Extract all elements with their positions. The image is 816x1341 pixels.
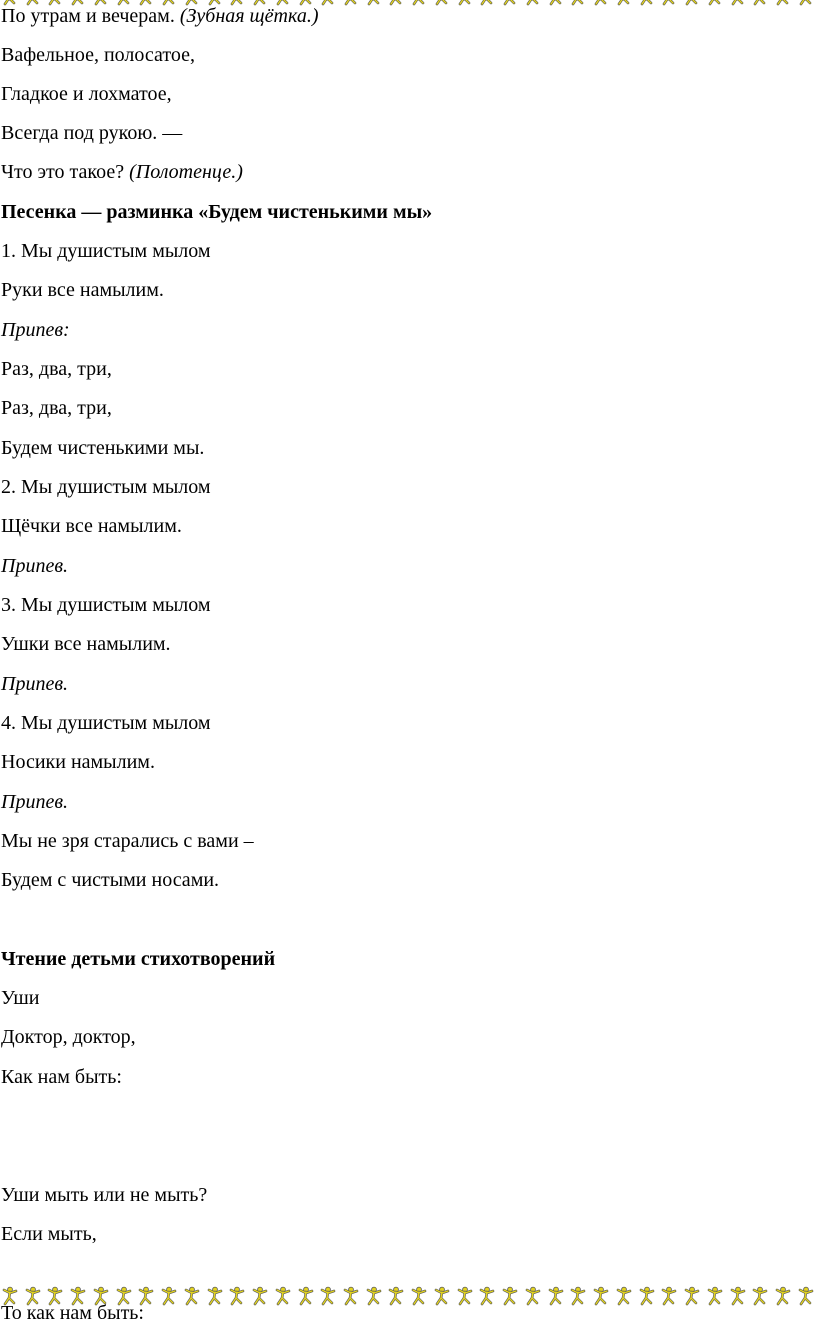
- text-line: 4. Мы душистым мылом: [1, 712, 211, 734]
- dancing-figure-icon: [637, 1286, 657, 1306]
- text-line: Будем с чистыми носами.: [1, 869, 220, 891]
- text-line: Раз, два, три,: [1, 397, 112, 419]
- dancing-figure-icon: [68, 1286, 88, 1306]
- section-heading-song: Песенка — разминка «Будем чистенькими мы»: [1, 201, 433, 223]
- dancing-figure-icon: [591, 0, 611, 6]
- dancing-figure-icon: [386, 1286, 406, 1306]
- text-line: Вафельное, полосатое,: [1, 44, 195, 66]
- text-line: 1. Мы душистым мылом: [1, 240, 211, 262]
- dancing-figure-icon: [659, 1286, 679, 1306]
- dancing-figure-icon: [159, 1286, 179, 1306]
- text-line: Доктор, доктор,: [1, 1026, 136, 1048]
- dancing-figure-icon: [136, 1286, 156, 1306]
- dancing-figure-icon: [409, 0, 429, 6]
- text-line: Уши мыть или не мыть?: [1, 1184, 208, 1206]
- dancing-figure-icon: [477, 1286, 497, 1306]
- dancing-figure-icon: [432, 1286, 452, 1306]
- text-line: 3. Мы душистым мылом: [1, 594, 211, 616]
- dancing-figure-icon: [500, 0, 520, 6]
- dancing-figure-icon: [296, 1286, 316, 1306]
- dancing-figure-icon: [205, 1286, 225, 1306]
- dancing-figure-icon: [546, 0, 566, 6]
- dancing-figure-icon: [250, 1286, 270, 1306]
- dancing-figure-icon: [455, 0, 475, 6]
- dancing-figure-icon: [705, 0, 725, 6]
- text-line: Если мыть,: [1, 1223, 97, 1245]
- dancing-figure-icon: [568, 0, 588, 6]
- dancing-figure-icon: [341, 1286, 361, 1306]
- dancing-figure-icon: [682, 0, 702, 6]
- text-line: Щёчки все намылим.: [1, 515, 182, 537]
- chorus-label: Припев:: [1, 319, 70, 341]
- dancing-figure-icon: [614, 0, 634, 6]
- dancing-figure-icon: [523, 1286, 543, 1306]
- dancing-figure-icon: [273, 1286, 293, 1306]
- dancing-figure-icon: [318, 1286, 338, 1306]
- dancing-figure-icon: [386, 0, 406, 6]
- text-line: 2. Мы душистым мылом: [1, 476, 211, 498]
- text-line: Как нам быть:: [1, 1066, 122, 1088]
- text-line: По утрам и вечерам. (Зубная щётка.): [1, 5, 319, 27]
- text-line: Что это такое? (Полотенце.): [1, 161, 243, 183]
- dancing-figure-icon: [728, 1286, 748, 1306]
- section-heading-poems: Чтение детьми стихотворений: [1, 948, 276, 970]
- dancing-figure-icon: [477, 0, 497, 6]
- dancing-figure-icon: [227, 1286, 247, 1306]
- dancing-figure-icon: [750, 0, 770, 6]
- dancing-figure-icon: [409, 1286, 429, 1306]
- dancing-figure-icon: [23, 1286, 43, 1306]
- dancing-figure-icon: [637, 0, 657, 6]
- dancing-figure-icon: [682, 1286, 702, 1306]
- dancing-figure-icon: [318, 0, 338, 6]
- dancing-figure-icon: [45, 1286, 65, 1306]
- dancing-figure-icon: [114, 1286, 134, 1306]
- dancing-figure-icon: [341, 0, 361, 6]
- chorus-label: Припев.: [1, 791, 69, 813]
- dancing-figure-icon: [91, 1286, 111, 1306]
- poem-title: Уши: [1, 987, 40, 1009]
- dancing-figure-icon: [591, 1286, 611, 1306]
- chorus-label: Припев.: [1, 555, 69, 577]
- dancing-figure-icon: [796, 0, 816, 6]
- dancing-figure-icon: [364, 1286, 384, 1306]
- dancing-figure-icon: [614, 1286, 634, 1306]
- dancing-figure-icon: [523, 0, 543, 6]
- text-line: Ушки все намылим.: [1, 633, 171, 655]
- dancing-figure-icon: [773, 0, 793, 6]
- text-line: Руки все намылим.: [1, 279, 164, 301]
- dancing-figure-icon: [364, 0, 384, 6]
- text-line: То как нам быть:: [1, 1302, 144, 1324]
- chorus-label: Припев.: [1, 673, 69, 695]
- dancing-figure-icon: [432, 0, 452, 6]
- dancing-figure-icon: [796, 1286, 816, 1306]
- dancing-figure-icon: [546, 1286, 566, 1306]
- text-line: Всегда под рукою. —: [1, 122, 183, 144]
- text-line: Гладкое и лохматое,: [1, 83, 172, 105]
- dancing-figure-icon: [705, 1286, 725, 1306]
- dancing-figure-icon: [773, 1286, 793, 1306]
- page-border-bottom: [0, 1284, 816, 1306]
- text-line: Мы не зря старались с вами –: [1, 830, 254, 852]
- dancing-figure-icon: [455, 1286, 475, 1306]
- text-line: Раз, два, три,: [1, 358, 112, 380]
- dancing-figure-icon: [182, 1286, 202, 1306]
- text-line: Будем чистенькими мы.: [1, 437, 205, 459]
- dancing-figure-icon: [728, 0, 748, 6]
- dancing-figure-icon: [0, 1286, 20, 1306]
- dancing-figure-icon: [659, 0, 679, 6]
- dancing-figure-icon: [500, 1286, 520, 1306]
- text-line: Носики намылим.: [1, 751, 155, 773]
- dancing-figure-icon: [750, 1286, 770, 1306]
- dancing-figure-icon: [568, 1286, 588, 1306]
